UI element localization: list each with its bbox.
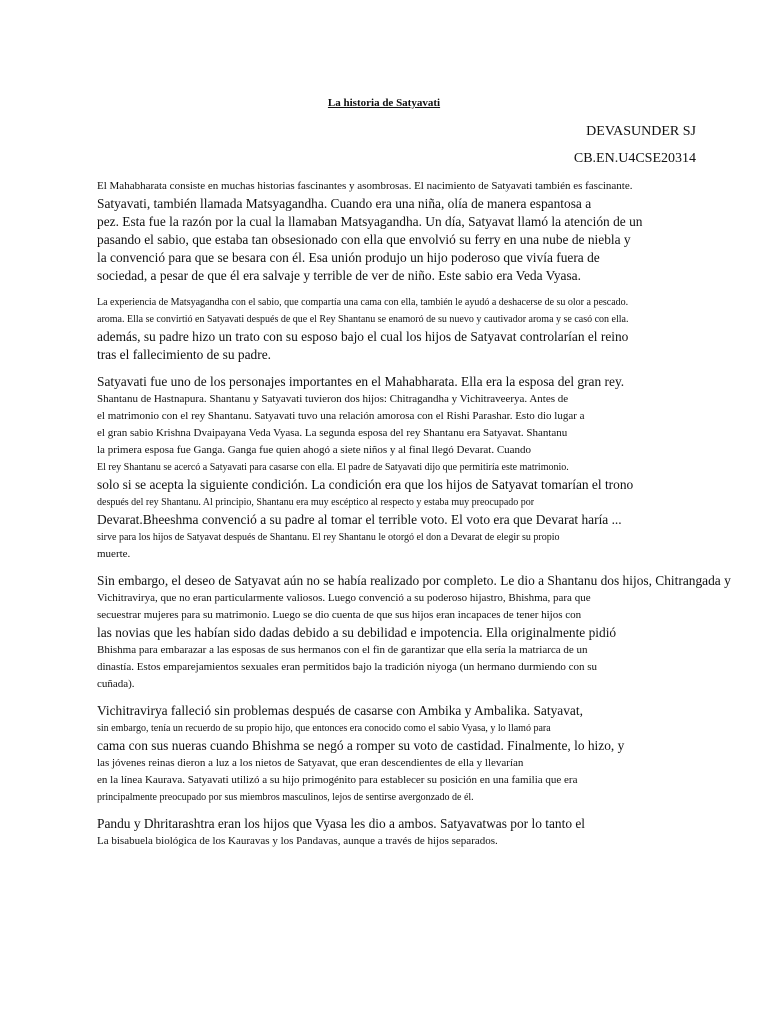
paragraph [97,373,757,563]
text-line: después del rey Shantanu. Al principio, Shantanu era muy escéptico al respecto y estaba muy preocupado por [97,497,535,508]
paragraph-gap [97,364,757,373]
text-line: Vichitravirya falleció sin problemas después de casarse con Ambika y Ambalika. Satyavat, [97,703,583,718]
roll-number: CB.EN.U4CSE20314 [573,151,696,166]
text-line: tras el fallecimiento de su padre. [97,347,272,362]
paragraph [97,294,757,364]
paragraph [97,702,757,806]
text-line: la convenció para que se besara con él. Esa unión produjo un hijo poderoso que vivía fuera de [97,250,600,265]
text-line: Shantanu de Hastnapura. Shantanu y Satyavati tuvieron dos hijos: Chitragandha y Vichitraveerya. Antes de [97,393,569,405]
paragraph-gap [97,693,757,702]
text-line: secuestrar mujeres para su matrimonio. Luego se dio cuenta de que sus hijos eran incapaces de tener hijos con [97,609,582,621]
text-line: cuñada). [97,678,135,690]
text-line: Sin embargo, el deseo de Satyavat aún no se había realizado por completo. Le dio a Shantanu dos hijos, Chitrangada y [97,573,731,588]
paragraph-gap [97,806,757,815]
text-line: principalmente preocupado por sus miembros masculinos, lejos de sentirse avergonzado de él. [97,792,474,803]
text-line: Satyavati fue uno de los personajes importantes en el Mahabharata. Ella era la esposa del gran rey. [97,374,625,389]
text-line: además, su padre hizo un trato con su esposo bajo el cual los hijos de Satyavat controlarían el reino [97,329,629,344]
author-name: DEVASUNDER SJ [586,124,696,139]
text-line: aroma. Ella se convirtió en Satyavati después de que el Rey Shantanu se enamoró de su nuevo y cautivador aroma y se casó con ella. [97,314,629,325]
text-line: las novias que les habían sido dadas debido a su debilidad e impotencia. Ella originalmente pidió [97,625,617,640]
text-line: pasando el sabio, que estaba tan obsesionado con ella que envolvió su ferry en una nube de niebla y [97,232,631,247]
text-line: el matrimonio con el rey Shantanu. Satyavati tuvo una relación amorosa con el Rishi Parashar. Esto dio lugar a [97,410,585,422]
body-text [97,178,757,850]
text-line: Pandu y Dhritarashtra eran los hijos que Vyasa les dio a ambos. Satyavatwas por lo tanto el [97,816,586,831]
text-line: El rey Shantanu se acercó a Satyavati para casarse con ella. El padre de Satyavati dijo que permitiría este matrimonio. [97,462,569,473]
paragraph-gap [97,285,757,294]
text-line: Satyavati, también llamada Matsyagandha. Cuando era una niña, olía de manera espantosa a [97,196,592,211]
text-line: cama con sus nueras cuando Bhishma se negó a romper su voto de castidad. Finalmente, lo hizo, y [97,738,625,753]
text-line: en la línea Kaurava. Satyavati utilizó a su hijo primogénito para establecer su posición en una familia que era [97,774,578,786]
text-line: La bisabuela biológica de los Kauravas y los Pandavas, aunque a través de hijos separados. [97,835,498,847]
text-line: Bhishma para embarazar a las esposas de sus hermanos con el fin de garantizar que ella sería la matriarca de un [97,644,588,656]
text-line: sirve para los hijos de Satyavat después de Shantanu. El rey Shantanu le otorgó el don a Devarat de elegir su propio [97,532,560,543]
text-line: Vichitravirya, que no eran particularmente valiosos. Luego convenció a su poderoso hijastro, Bhishma, para que [97,592,591,604]
paragraph [97,815,757,850]
paragraph [97,572,757,693]
text-line: La experiencia de Matsyagandha con el sabio, que compartía una cama con ella, también le ayudó a deshacerse de su olor a pescado. [97,297,629,308]
text-line: sin embargo, tenía un recuerdo de su propio hijo, que entonces era conocido como el sabio Vyasa, y lo llamó para [97,723,551,734]
text-line: el gran sabio Krishna Dvaipayana Veda Vyasa. La segunda esposa del rey Shantanu era Satyavat. Shantanu [97,427,568,439]
text-line: solo si se acepta la siguiente condición. La condición era que los hijos de Satyavat tomarían el trono [97,477,634,492]
document-title: La historia de Satyavati [327,97,441,109]
text-line: Devarat.Bheeshma convenció a su padre al tomar el terrible voto. El voto era que Devarat haría ... [97,512,622,527]
text-line: El Mahabharata consiste en muchas historias fascinantes y asombrosas. El nacimiento de Satyavati también es fascinante. [97,180,633,192]
text-line: las jóvenes reinas dieron a luz a los nietos de Satyavat, que eran descendientes de ella y llevarían [97,757,524,769]
text-line: pez. Esta fue la razón por la cual la llamaban Matsyagandha. Un día, Satyavat llamó la atención de un [97,214,643,229]
paragraph-gap [97,563,757,572]
text-line: dinastía. Estos emparejamientos sexuales eran permitidos bajo la tradición niyoga (un hermano durmiendo con su [97,661,598,673]
text-line: muerte. [97,548,131,560]
text-line: sociedad, a pesar de que él era salvaje y terrible de ver de niño. Este sabio era Veda Vyasa. [97,268,581,283]
text-line: la primera esposa fue Ganga. Ganga fue quien ahogó a siete niños y al final llegó Devarat. Cuando [97,444,532,456]
paragraph [97,178,757,285]
